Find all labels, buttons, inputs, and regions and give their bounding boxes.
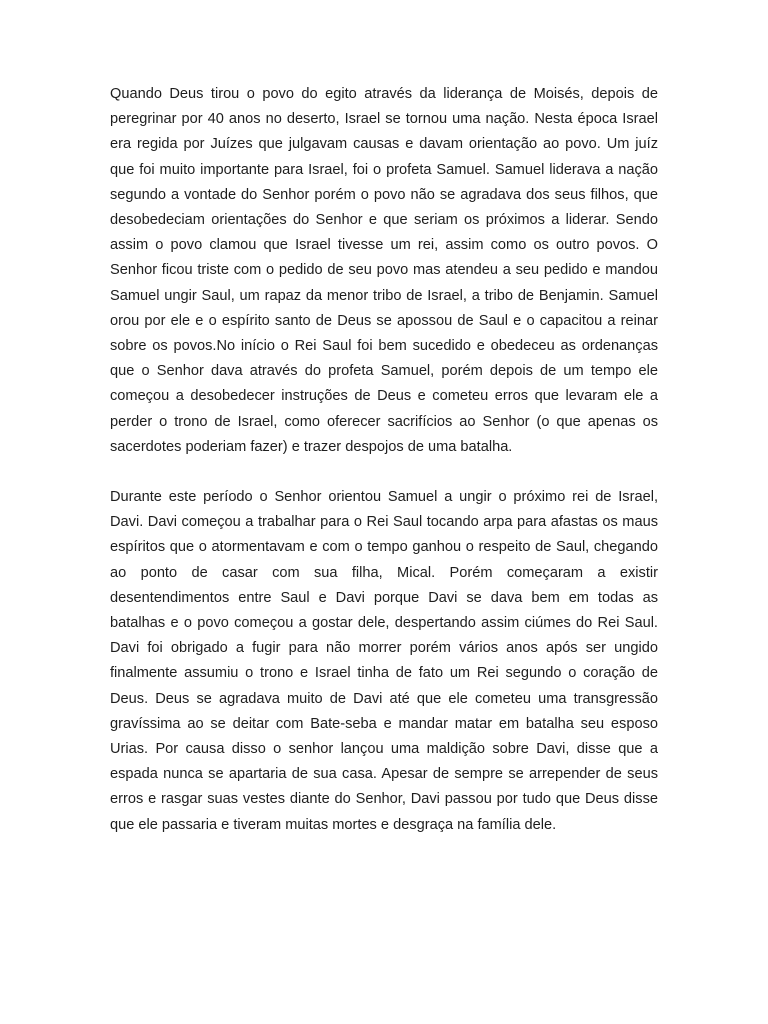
paragraph-1: Quando Deus tirou o povo do egito através da liderança de Moisés, depois de peregrinar por 40 anos no deserto, Israel se tornou uma nação. Nesta época Israel era regida por Juízes que julgavam causas e davam orientação ao povo. Um juíz que foi muito importante para Israel, foi o profeta Samuel. Samuel liderava a nação segundo a vontade do Senhor porém o povo não se agradava dos seus filhos, que desobedeciam orientações do Senhor e que seriam os próximos a liderar. Sendo assim o povo clamou que Israel tivesse um rei, assim como os outro povos. O Senhor ficou triste com o pedido de seu povo mas atendeu a seu pedido e mandou Samuel ungir Saul, um rapaz da menor tribo de Israel, a tribo de Benjamin. Samuel orou por ele e o espírito santo de Deus se apossou de Saul e o capacitou a reinar sobre os povos.No início o Rei Saul foi bem sucedido e obedeceu as ordenanças que o Senhor dava através do profeta Samuel, porém depois de um tempo ele começou a desobedecer instruções de Deus e cometeu erros que levaram ele a perder o trono de Israel, como oferecer sacrifícios ao Senhor (o que apenas os sacerdotes poderiam fazer) e trazer despojos de uma batalha. <box>110 86 658 455</box>
paragraph-2: Durante este período o Senhor orientou Samuel a ungir o próximo rei de Israel, Davi. Davi começou a trabalhar para o Rei Saul tocando arpa para afastas os maus espíritos que o atormentavam e com o tempo ganhou o respeito de Saul, chegando ao ponto de casar com sua filha, Mical. Porém começaram a existir desentendimentos entre Saul e Davi porque Davi se dava bem em todas as batalhas e o povo começou a gostar dele, despertando assim ciúmes do Rei Saul. Davi foi obrigado a fugir para não morrer porém vários anos após ser ungido finalmente assumiu o trono e Israel tinha de fato um Rei segundo o coração de Deus. Deus se agradava muito de Davi até que ele cometeu uma transgressão gravíssima ao se deitar com Bate-seba e mandar matar em batalha seu esposo Urias. Por causa disso o senhor lançou uma maldição sobre Davi, disse que a espada nunca se apartaria de sua casa. Apesar de sempre se arrepender de seus erros e rasgar suas vestes diante do Senhor, Davi passou por tudo que Deus disse que ele passaria e tiveram muitas mortes e desgraça na família dele. <box>110 489 658 833</box>
document-body <box>110 82 658 838</box>
